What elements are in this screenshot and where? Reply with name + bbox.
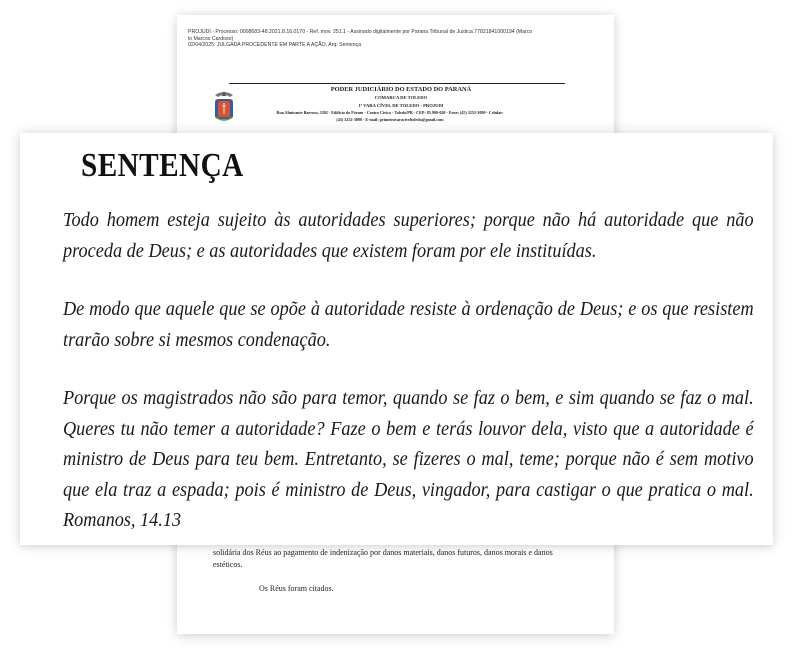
quote-body <box>63 205 754 564</box>
court-name: PODER JUDICIÁRIO DO ESTADO DO PARANÁ <box>330 86 472 93</box>
stamp-line: lo Marcos Cardoso) <box>188 35 234 42</box>
card-title: SENTENÇA <box>81 147 244 184</box>
court-contact: (45) 3252-3090 - E-mail: primeiravaracíveltoledo@gmail.com <box>336 117 444 122</box>
comarca: COMARCA DE TOLEDO <box>374 95 428 100</box>
digital-signature-stamp <box>188 29 608 49</box>
vara: 1ª VARA CÍVEL DE TOLEDO - PROJUDI <box>358 102 444 108</box>
quote-paragraph: De modo que aquele que se opõe à autoridade resiste à ordenação de Deus; e os que resistem trarão sobre si mesmos condenação. <box>63 298 754 351</box>
stamp-line: PROJUDI - Processo: 0008683-48.2021.8.16.0170 - Ref. mov. 251.1 - Assinado digitalmente por Parana Tribunal de Justica:77821841000194 (Marco <box>188 29 533 35</box>
court-letterhead <box>213 81 565 141</box>
closing-line: Os Réus foram citados. <box>259 584 334 593</box>
court-address: Rua Almirante Barroso, 3202 - Edifício do Fórum - Centro Cívico - Toledo/PR - CEP: 85.900-020 - Fone: (45) 3252-3090 - Celular: <box>276 110 504 115</box>
divider <box>229 83 565 84</box>
sentence-quote-card <box>20 133 773 545</box>
quote-paragraph: Porque os magistrados não são para temor, quando se faz o bem, e sim quando se faz o mal. Queres tu não temer a autoridade? Faze o bem e terás louvor dela, visto que a autoridade é ministro de Deus para teu bem. Entretanto, se fizeres o mal, teme; porque não é sem motivo que ela traz a espada; pois é ministro de Deus, vingador, para castigar o que pratica o mal. Romanos, 14.13 <box>63 387 754 531</box>
stamp-line: 02/04/2025: JULGADA PROCEDENTE EM PARTE A AÇÃO. Arq: Sentença <box>188 42 362 49</box>
body-paragraph: solidária dos Réus ao pagamento de indenização por danos materiais, danos futuros, danos morais e danos estéticos. <box>213 548 553 569</box>
quote-paragraph: Todo homem esteja sujeito às autoridades superiores; porque não há autoridade que não proceda de Deus; e as autoridades que existem foram por ele instituídas. <box>63 209 754 262</box>
